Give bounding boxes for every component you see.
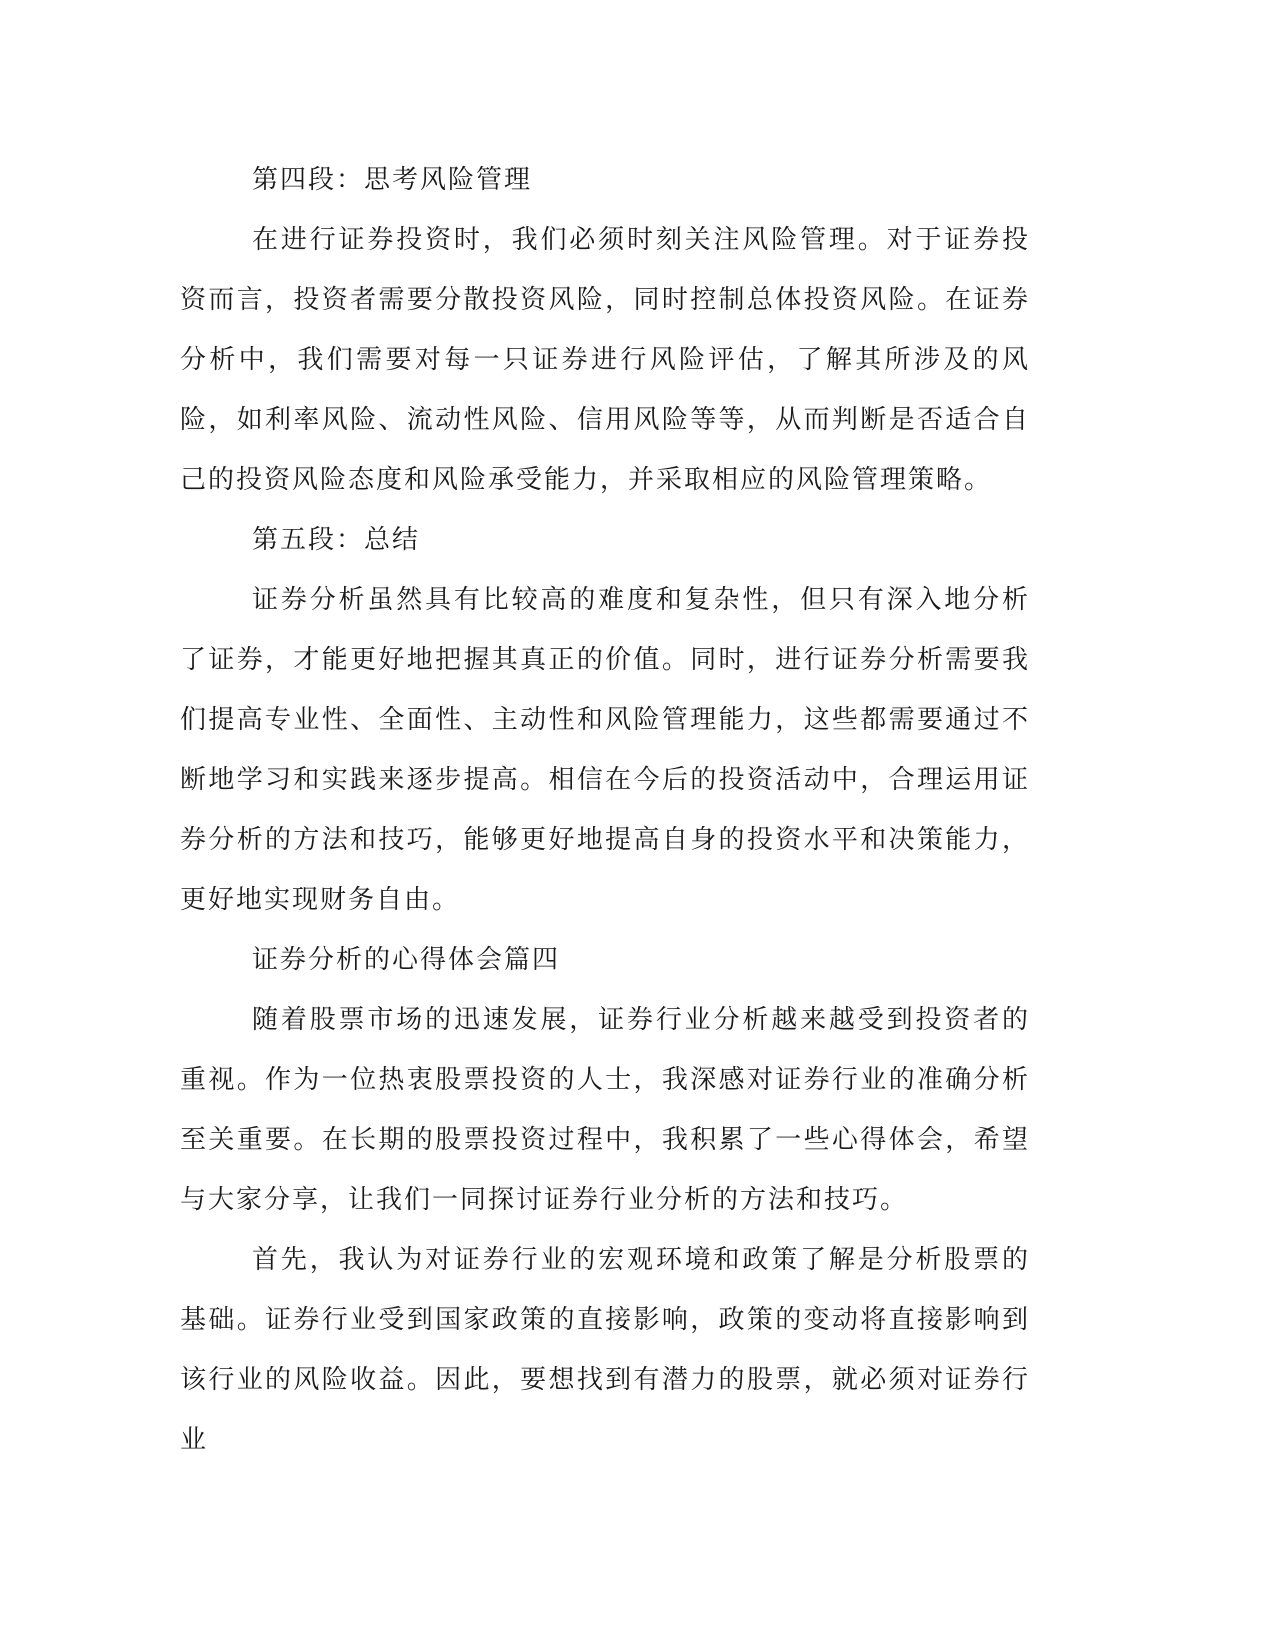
paragraph-risk-management: 在进行证券投资时，我们必须时刻关注风险管理。对于证券投资而言，投资者需要分散投资风险，同时控制总体投资风险。在证券分析中，我们需要对每一只证券进行风险评估，了解其所涉及的风险，如利率风险、流动性风险、信用风险等等，从而判断是否适合自己的投资风险态度和风险承受能力，并采取相应的风险管理策略。 [180,225,1030,495]
section-heading-5: 第五段：总结 [252,525,421,555]
paragraph-first-point: 首先，我认为对证券行业的宏观环境和政策了解是分析股票的基础。证券行业受到国家政策的直接影响，政策的变动将直接影响到该行业的风险收益。因此，要想找到有潜力的股票，就必须对证券行业 [180,1245,1030,1455]
paragraph-summary: 证券分析虽然具有比较高的难度和复杂性，但只有深入地分析了证券，才能更好地把握其真正的价值。同时，进行证券分析需要我们提高专业性、全面性、主动性和风险管理能力，这些都需要通过不断地学习和实践来逐步提高。相信在今后的投资活动中，合理运用证券分析的方法和技巧，能够更好地提高自身的投资水平和决策能力，更好地实现财务自由。 [180,585,1030,915]
article-title-part-4: 证券分析的心得体会篇四 [252,945,561,975]
document-page [180,150,1030,1470]
section-heading-4: 第四段：思考风险管理 [252,165,533,195]
paragraph-intro: 随着股票市场的迅速发展，证券行业分析越来越受到投资者的重视。作为一位热衷股票投资的人士，我深感对证券行业的准确分析至关重要。在长期的股票投资过程中，我积累了一些心得体会，希望与大家分享，让我们一同探讨证券行业分析的方法和技巧。 [180,1005,1030,1215]
